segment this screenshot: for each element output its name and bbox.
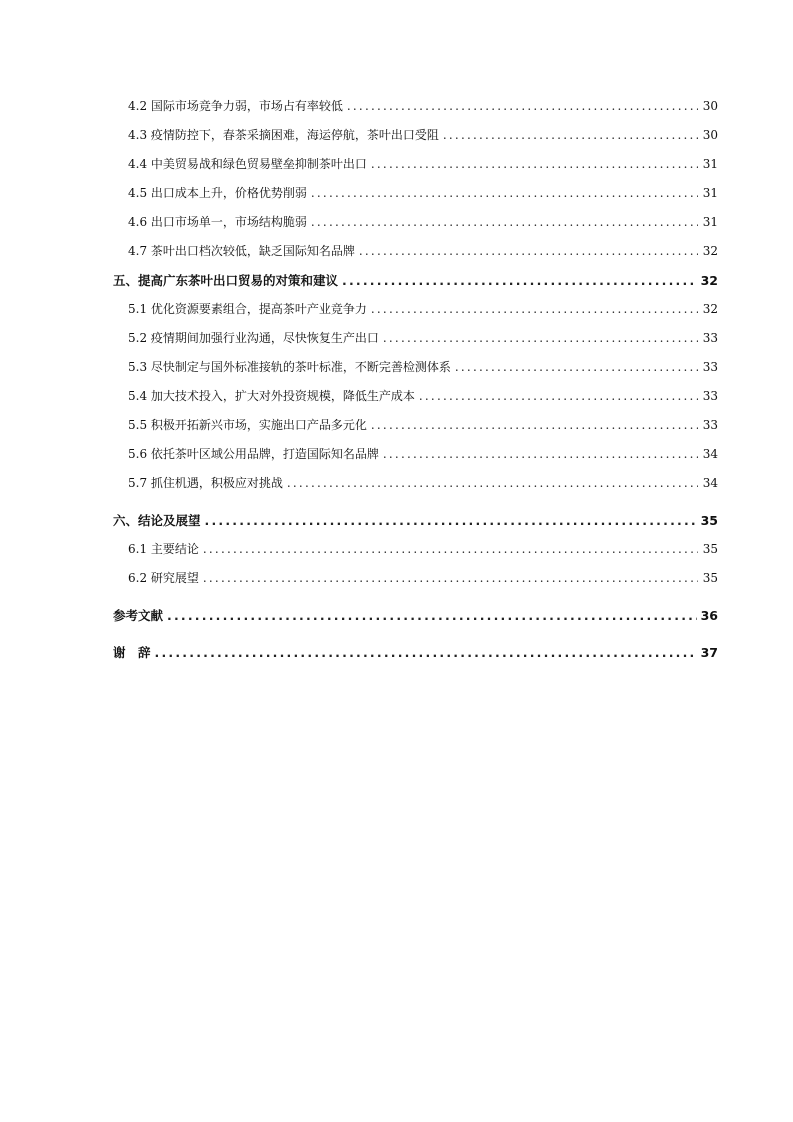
toc-entry-title: 5.4 加大技术投入，扩大对外投资规模，降低生产成本 — [128, 389, 415, 403]
toc-leader-dots — [371, 295, 698, 324]
toc-page-number: 30 — [702, 99, 718, 113]
toc-entry-6-1[interactable] — [113, 535, 718, 564]
toc-leader-dots — [383, 440, 698, 469]
toc-leader-dots — [311, 208, 698, 237]
toc-entry-4-4[interactable] — [113, 150, 718, 179]
toc-leader-dots — [155, 638, 697, 667]
toc-page-number: 37 — [700, 645, 718, 660]
toc-leader-dots — [342, 266, 697, 295]
toc-chapter-6[interactable] — [113, 506, 718, 535]
toc-page-number: 35 — [700, 513, 718, 528]
toc-leader-dots — [347, 92, 698, 121]
toc-entry-4-3[interactable] — [113, 121, 718, 150]
toc-entry-title: 4.2 国际市场竞争力弱，市场占有率较低 — [128, 99, 343, 113]
toc-leader-dots — [419, 382, 698, 411]
toc-entry-title: 4.4 中美贸易战和绿色贸易壁垒抑制茶叶出口 — [128, 157, 367, 171]
toc-entry-4-5[interactable] — [113, 179, 718, 208]
toc-entry-title: 4.3 疫情防控下，春茶采摘困难，海运停航，茶叶出口受阻 — [128, 128, 439, 142]
toc-leader-dots — [371, 150, 698, 179]
toc-entry-title: 6.2 研究展望 — [128, 571, 199, 585]
toc-entry-title: 5.7 抓住机遇，积极应对挑战 — [128, 476, 283, 490]
toc-page-number: 36 — [700, 608, 718, 623]
toc-page-number: 34 — [702, 476, 718, 490]
toc-acknowledgements[interactable] — [113, 638, 718, 667]
toc-entry-title: 5.5 积极开拓新兴市场，实施出口产品多元化 — [128, 418, 367, 432]
toc-entry-title: 5.6 依托茶叶区域公用品牌，打造国际知名品牌 — [128, 447, 379, 461]
toc-entry-title: 5.2 疫情期间加强行业沟通，尽快恢复生产出口 — [128, 331, 379, 345]
toc-entry-5-1[interactable] — [113, 295, 718, 324]
toc-page-number: 35 — [702, 571, 718, 585]
toc-entry-5-5[interactable] — [113, 411, 718, 440]
toc-entry-title: 4.6 出口市场单一，市场结构脆弱 — [128, 215, 307, 229]
toc-leader-dots — [203, 535, 698, 564]
toc-page-number: 35 — [702, 542, 718, 556]
toc-leader-dots — [203, 564, 698, 593]
toc-leader-dots — [205, 506, 697, 535]
toc-entry-title: 5.1 优化资源要素组合，提高茶叶产业竞争力 — [128, 302, 367, 316]
toc-page-number: 33 — [702, 331, 718, 345]
toc-leader-dots — [311, 179, 698, 208]
toc-leader-dots — [287, 469, 698, 498]
toc-entry-5-7[interactable] — [113, 469, 718, 498]
toc-entry-title: 五、提高广东茶叶出口贸易的对策和建议 — [113, 273, 339, 288]
toc-entry-title: 参考文献 — [113, 608, 164, 623]
toc-entry-5-4[interactable] — [113, 382, 718, 411]
toc-leader-dots — [383, 324, 698, 353]
toc-entry-title: 6.1 主要结论 — [128, 542, 199, 556]
toc-leader-dots — [371, 411, 698, 440]
toc-leader-dots — [443, 121, 698, 150]
toc-page-number: 33 — [702, 418, 718, 432]
toc-entry-4-7[interactable] — [113, 237, 718, 266]
toc-entry-title: 六、结论及展望 — [113, 513, 201, 528]
toc-entry-title: 4.5 出口成本上升，价格优势削弱 — [128, 186, 307, 200]
toc-page-number: 30 — [702, 128, 718, 142]
toc-leader-dots — [359, 237, 698, 266]
toc-entry-title: 谢 辞 — [113, 645, 151, 660]
toc-page-number: 31 — [702, 157, 718, 171]
toc-entry-6-2[interactable] — [113, 564, 718, 593]
toc-page-number: 33 — [702, 389, 718, 403]
toc-page-number: 31 — [702, 186, 718, 200]
toc-leader-dots — [455, 353, 698, 382]
toc-page-number: 33 — [702, 360, 718, 374]
toc-page-number: 32 — [702, 302, 718, 316]
table-of-contents — [113, 92, 718, 667]
toc-entry-5-6[interactable] — [113, 440, 718, 469]
toc-entry-4-2[interactable] — [113, 92, 718, 121]
toc-entry-4-6[interactable] — [113, 208, 718, 237]
toc-leader-dots — [167, 601, 697, 630]
toc-page-number: 31 — [702, 215, 718, 229]
toc-references[interactable] — [113, 601, 718, 630]
toc-page-number: 34 — [702, 447, 718, 461]
toc-page-number: 32 — [702, 244, 718, 258]
toc-chapter-5[interactable] — [113, 266, 718, 295]
toc-entry-title: 5.3 尽快制定与国外标准接轨的茶叶标准，不断完善检测体系 — [128, 360, 451, 374]
toc-entry-5-3[interactable] — [113, 353, 718, 382]
toc-entry-title: 4.7 茶叶出口档次较低，缺乏国际知名品牌 — [128, 244, 355, 258]
toc-entry-5-2[interactable] — [113, 324, 718, 353]
toc-page-number: 32 — [700, 273, 718, 288]
